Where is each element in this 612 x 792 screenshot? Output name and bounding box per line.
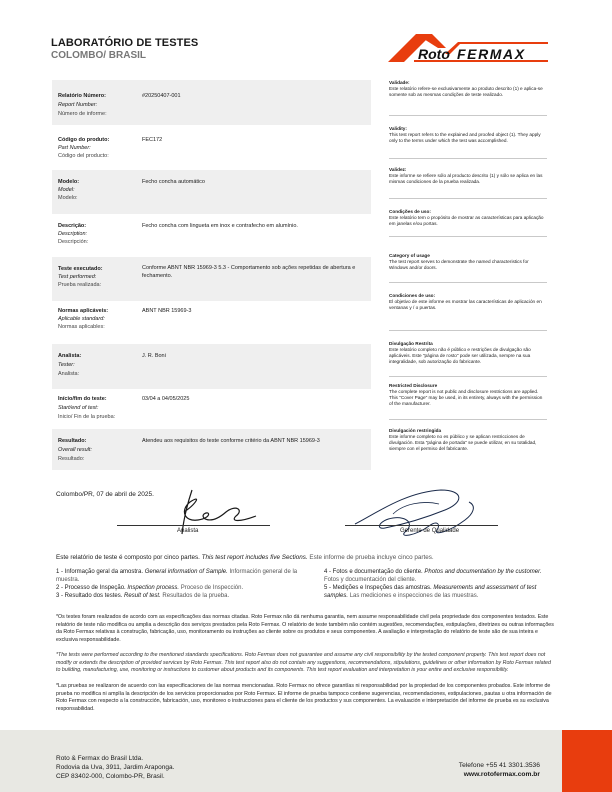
side-note-validity-es bbox=[389, 167, 547, 185]
table-row bbox=[52, 389, 371, 429]
footer-accent-block bbox=[562, 730, 612, 792]
label-en: Overall result: bbox=[58, 447, 92, 453]
report-number-value: #20250407-001 bbox=[142, 93, 181, 99]
table-row bbox=[52, 301, 371, 344]
side-note-body: This test report refers to the explained and proofed object (1). They apply only to the terms under which the test was accomplished. bbox=[389, 132, 541, 143]
section-es: Información general de la muestra. bbox=[56, 569, 298, 583]
disclaimer-pt: *Os testes foram realizados de acordo com as especificações das normas citadas. Roto Fermax não dá nenhuma garantia, nem assume responsabilidade civil pela propriedade dos componentes testados. Este relatório de teste não modifica ou amplia a descrição dos serviços prestados pela Roto Fermax. O relatório de teste também não contém sugestões, recomendações, estipulações, diretrizes ou outras informações da Roto Fermax relativas à construção, fabricação, uso, monitoramento ou instruções ao cliente sobre os produtos e seus componentes. A avaliação e interpretação do relatório de teste são de sua inteira e exclusiva responsabilidade. bbox=[56, 614, 554, 643]
label-es: Prueba realizada: bbox=[58, 282, 102, 288]
side-note-validity-pt bbox=[389, 80, 547, 98]
disclaimer-es: *Las pruebas se realizaron de acuerdo con las especificaciones de las normas mencionadas. Roto Fermax no ofrece garantías ni responsabilidad por la propiedad de los componentes probados. Este informe de prueba no modifica ni amplía la descripción de los servicios proporcionados por Roto Fermax. El informe de prueba tampoco contiene sugerencias, recomendaciones, estipulaciones, pautas u otra información de Roto Fermax con respecto a la construcción, fabricación, uso, monitoreo o instrucciones para el cliente de los productos y sus componentes. La evaluación e interpretación del informe de prueba es su exclusiva responsabilidad. bbox=[56, 683, 552, 712]
label-pt: Analista: bbox=[58, 353, 82, 359]
label-es: Normas aplicables: bbox=[58, 324, 105, 330]
divider bbox=[389, 330, 547, 331]
test-performed-value: Conforme ABNT NBR 15969-3 5.3 - Comportamento sob ações repetidas de abertura e fechamento. bbox=[142, 265, 356, 279]
test-dates-value: 03/04 a 04/05/2025 bbox=[142, 396, 190, 402]
label-pt: Descrição: bbox=[58, 223, 87, 229]
label-pt: Código do produto: bbox=[58, 137, 110, 143]
label-es: Modelo: bbox=[58, 195, 78, 201]
side-note-usage-en bbox=[389, 253, 547, 271]
footer-address bbox=[56, 755, 174, 781]
side-note-body: Este informe se refiere sólo al producto descrito (1) y sólo se aplica en las mismas condiciones de la prueba realizada. bbox=[389, 173, 543, 184]
side-note-body: The complete report is not public and disclosure restrictions are applied. This "Cover Page" may be used, in its entirety, always with the permission of the manufacturer. bbox=[389, 389, 543, 406]
label-en: Part Number: bbox=[58, 145, 91, 151]
section-pt: 5 - Medições e Inspeções das amostras. bbox=[324, 585, 432, 591]
side-note-heading: Divulgación restringida bbox=[389, 428, 442, 433]
side-note-heading: Validity: bbox=[389, 126, 407, 131]
section-es: Proceso de Inspección. bbox=[180, 585, 244, 591]
divider bbox=[389, 419, 547, 420]
divider bbox=[389, 115, 547, 116]
divider bbox=[389, 198, 547, 199]
section-es: Resultados de la prueba. bbox=[162, 593, 230, 599]
sections-list-right bbox=[324, 568, 556, 600]
company-name: Roto & Fermax do Brasil Ltda. bbox=[56, 755, 144, 762]
label-pt: Teste executado: bbox=[58, 266, 103, 272]
side-note-heading: Divulgação Restrita bbox=[389, 341, 433, 346]
table-row bbox=[52, 429, 371, 470]
divider bbox=[389, 236, 547, 237]
lab-subtitle: COLOMBO/ BRASIL bbox=[51, 50, 146, 61]
standard-value: ABNT NBR 15969-3 bbox=[142, 308, 192, 314]
side-note-body: Este relatório tem o propósito de mostrar as características para aplicação em janelas e/ou portas. bbox=[389, 215, 544, 226]
report-info-table bbox=[52, 80, 371, 470]
side-note-disclosure-es bbox=[389, 428, 547, 452]
section-en: Result of test. bbox=[124, 593, 161, 599]
model-value: Fecho concha automático bbox=[142, 179, 205, 185]
label-es: Número de informe: bbox=[58, 111, 107, 117]
side-note-usage-pt bbox=[389, 209, 547, 227]
side-note-disclosure-en bbox=[389, 383, 547, 407]
label-en: Tester: bbox=[58, 362, 75, 368]
label-es: Analista: bbox=[58, 371, 80, 377]
list-item bbox=[56, 592, 306, 600]
side-note-body: The test report serves to demonstrate the named characteristics for Windows and/or doors. bbox=[389, 259, 529, 270]
sections-intro-es: Este informe de prueba incluye cinco partes. bbox=[309, 554, 434, 561]
side-note-disclosure-pt bbox=[389, 341, 547, 365]
analyst-signature bbox=[140, 482, 270, 540]
logo-text-fermax: FERMAX bbox=[457, 46, 526, 62]
side-note-usage-es bbox=[389, 293, 547, 311]
side-note-heading: Restricted Disclosure bbox=[389, 383, 438, 388]
tester-value: J. R. Boni bbox=[142, 353, 166, 359]
lab-title: LABORATÓRIO DE TESTES bbox=[51, 37, 199, 49]
label-pt: Normas aplicáveis: bbox=[58, 308, 109, 314]
result-value: Atendeu aos requisitos do teste conforme critério da ABNT NBR 15969-3 bbox=[142, 438, 320, 444]
label-en: Model: bbox=[58, 187, 75, 193]
side-note-heading: Condições de uso: bbox=[389, 209, 431, 214]
side-note-body: Este relatório refere-se exclusivamente ao produto descrito (1) e aplica-se somente sob as mesmas condições de teste realizado. bbox=[389, 86, 543, 97]
sections-list-left bbox=[56, 568, 306, 600]
label-en: Test performed: bbox=[58, 274, 97, 280]
table-row bbox=[52, 214, 371, 257]
label-en: Report Number: bbox=[58, 102, 98, 108]
side-note-heading: Validade: bbox=[389, 80, 410, 85]
section-en: Photos and documentation by the customer. bbox=[424, 569, 542, 575]
sections-intro-en: This test report includes five Sections. bbox=[201, 554, 308, 561]
section-en: Inspection process. bbox=[127, 585, 180, 591]
side-note-validity-en bbox=[389, 126, 547, 144]
manager-label: Gerente de Qualidade bbox=[400, 528, 460, 534]
description-value: Fecho concha com lingueta em inox e contrafecho em alumínio. bbox=[142, 223, 298, 229]
label-en: Description: bbox=[58, 231, 88, 237]
footer-contact bbox=[459, 761, 540, 779]
table-row bbox=[52, 170, 371, 214]
section-pt: 4 - Fotos e documentação do cliente. bbox=[324, 569, 423, 575]
side-note-heading: Category of usage bbox=[389, 253, 430, 258]
list-item bbox=[56, 568, 306, 584]
label-es: Descripción: bbox=[58, 239, 89, 245]
label-en: Start/end of test: bbox=[58, 405, 99, 411]
section-en: Measurements and assessment of test samples. bbox=[324, 585, 537, 599]
side-note-body: Este relatório completo não é público e restrições de divulgação são aplicáveis. Este "página de rosto" pode ser utilizada, sempre na sua integralidade, sob autorização do fabricante. bbox=[389, 347, 531, 364]
section-es: Fotos y documentación del cliente. bbox=[324, 577, 417, 583]
divider bbox=[389, 376, 547, 377]
list-item bbox=[324, 568, 556, 584]
sections-intro-pt: Este relatório de teste é composto por cinco partes. bbox=[56, 554, 200, 561]
phone: Telefone +55 41 3301.3536 bbox=[458, 762, 540, 769]
list-item bbox=[324, 584, 556, 600]
sections-intro bbox=[56, 554, 434, 561]
table-row bbox=[52, 80, 371, 125]
footer bbox=[0, 730, 612, 792]
label-pt: Resultado: bbox=[58, 438, 87, 444]
side-note-body: Este informe completo no es público y se aplican restricciones de divulgación. Esta "página de portada" se puede utilizar, en su totalidad, siempre con el permiso del fabricante. bbox=[389, 434, 537, 451]
side-note-heading: Validez: bbox=[389, 167, 407, 172]
table-row bbox=[52, 257, 371, 301]
label-pt: Início/fim do teste: bbox=[58, 396, 107, 402]
logo-text-roto: Roto bbox=[418, 46, 450, 62]
section-es: Las mediciones e inspecciones de las muestras. bbox=[349, 593, 479, 599]
analyst-label: Analista bbox=[177, 528, 199, 534]
side-note-heading: Condiciones de uso: bbox=[389, 293, 436, 298]
roto-fermax-logo bbox=[388, 30, 553, 70]
label-pt: Modelo: bbox=[58, 179, 80, 185]
signature-line-manager bbox=[345, 525, 498, 526]
date-line: Colombo/PR, 07 de abril de 2025. bbox=[56, 491, 154, 498]
table-row bbox=[52, 125, 371, 170]
label-pt: Relatório Número: bbox=[58, 93, 106, 99]
label-en: Aplicable standard: bbox=[58, 316, 105, 322]
address-line-2: CEP 83402-000, Colombo-PR, Brasil. bbox=[56, 772, 165, 780]
divider bbox=[389, 158, 547, 159]
section-pt: 1 - Informação geral da amostra. bbox=[56, 569, 144, 575]
section-pt: 3 - Resultado dos testes. bbox=[56, 593, 123, 599]
part-number-value: FEC172 bbox=[142, 137, 163, 143]
disclaimer-en: *The tests were performed according to the mentioned standards specifications. Roto Fermax does not guarantee and assume any civil responsibility by the tested component property. This test report does not modify or extends the description of provided services by Roto Fermax. This test report also do not contain any suggestions, recommendations, stipulations, guidelines or other information by Roto Fermax related to building, manufacturing, use, monitoring or instructions to customer about products and its components. This test report evaluation and interpretation is your entire and exclusive responsibility. bbox=[56, 652, 551, 674]
label-es: Código del producto: bbox=[58, 153, 109, 159]
signature-line-analyst bbox=[117, 525, 270, 526]
label-es: Resultado: bbox=[58, 456, 85, 462]
website-link[interactable]: www.rotofermax.com.br bbox=[463, 771, 540, 778]
address-line-1: Rodovia da Uva, 3911, Jardim Araponga. bbox=[56, 763, 175, 771]
section-pt: 2 - Processo de Inspeção. bbox=[56, 585, 126, 591]
label-es: Inicio/ Fin de la prueba: bbox=[58, 414, 116, 420]
side-note-body: El objetivo de este informe es mostrar las características de aplicación en ventanas y / o puertas. bbox=[389, 299, 542, 310]
table-row bbox=[52, 344, 371, 389]
divider bbox=[389, 282, 547, 283]
section-en: General information of Sample. bbox=[144, 569, 228, 575]
list-item bbox=[56, 584, 306, 592]
